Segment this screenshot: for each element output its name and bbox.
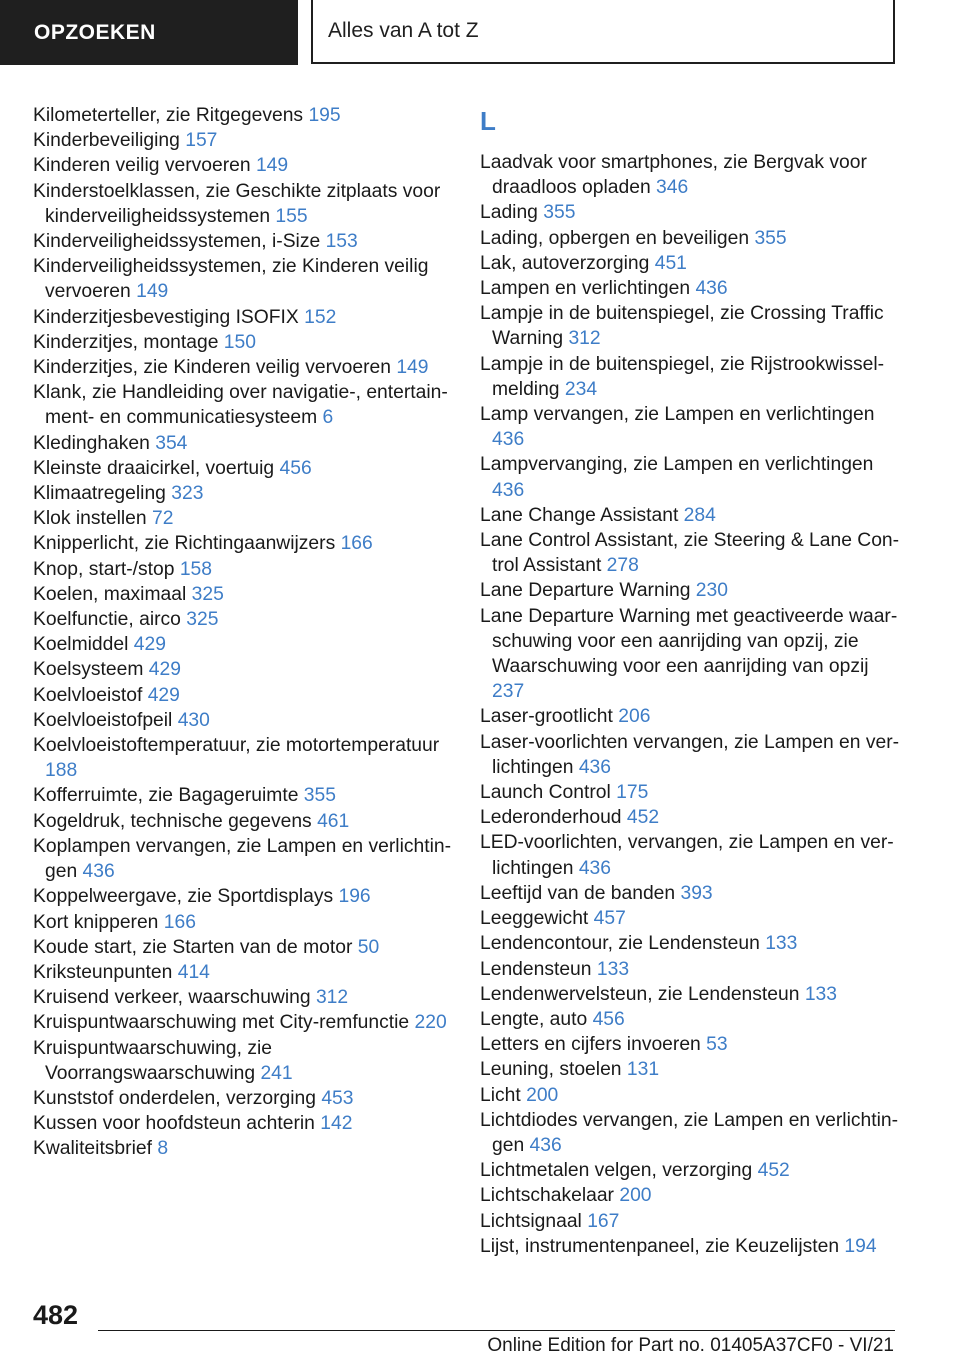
- index-entry-text: Kunststof onderdelen, verzorging: [33, 1087, 316, 1109]
- index-entry: [33, 884, 453, 909]
- page-number: 482: [33, 1300, 79, 1330]
- index-entry: [33, 834, 453, 884]
- index-entry-text: Leeftijd van de banden: [480, 882, 676, 904]
- index-entry: [480, 931, 900, 956]
- index-entry: [33, 632, 453, 657]
- index-entry: [480, 301, 900, 351]
- index-entry-text: Kinderstoelklassen, zie Geschikte zitplaats voor kinderveiligheidssystemen: [33, 180, 441, 227]
- page-reference-link[interactable]: 429: [133, 634, 166, 656]
- index-entry: [33, 910, 453, 935]
- page-reference-link[interactable]: 461: [317, 810, 350, 832]
- index-entries-l: [480, 150, 900, 1259]
- index-entry: [480, 704, 900, 729]
- index-entry-text: Laser-grootlicht: [480, 706, 613, 728]
- index-entry: [33, 254, 453, 304]
- index-entry-text: Kinderzitjesbevestiging ISOFIX: [33, 306, 299, 328]
- index-entry-text: Koelvloeistofpeil: [33, 709, 173, 731]
- page-header: [0, 0, 960, 65]
- index-entry: [480, 251, 900, 276]
- index-entry: [33, 607, 453, 632]
- page-reference-link[interactable]: 142: [320, 1113, 353, 1135]
- index-entry-text: Lane Departure Warning met geactiveerde waarschuwing voor een aanrijding van opzij, zie Waarschuwing voor een aanrijding van opzij: [480, 605, 898, 678]
- page-reference-link[interactable]: 354: [155, 432, 188, 454]
- index-entry: [480, 604, 900, 705]
- index-entry: [480, 1209, 900, 1234]
- page-reference-link[interactable]: 237: [492, 681, 525, 703]
- index-entry-text: Letters en cijfers invoeren: [480, 1034, 701, 1056]
- page-reference-link[interactable]: 200: [526, 1084, 559, 1106]
- page-reference-link[interactable]: 149: [136, 281, 169, 303]
- index-entry: [480, 578, 900, 603]
- page-reference-link[interactable]: 436: [82, 861, 115, 883]
- page-reference-link[interactable]: 451: [654, 252, 687, 274]
- index-entry: [33, 783, 453, 808]
- index-entry-text: Lampje in de buitenspiegel, zie Crossing Traffic Warning: [480, 303, 884, 350]
- page-reference-link[interactable]: 456: [279, 457, 312, 479]
- index-entry-text: Koelsysteem: [33, 659, 144, 681]
- index-entry-text: Kinderen veilig vervoeren: [33, 155, 251, 177]
- index-entry-text: Lane Departure Warning: [480, 580, 691, 602]
- page-reference-link[interactable]: 429: [148, 659, 181, 681]
- index-entry-text: Koelmiddel: [33, 634, 129, 656]
- index-entry: [480, 805, 900, 830]
- footer-rule: [98, 1330, 895, 1331]
- index-entry: [33, 733, 453, 783]
- page-reference-link[interactable]: 196: [338, 886, 371, 908]
- index-entry: [33, 1036, 453, 1086]
- index-entry: [480, 906, 900, 931]
- index-entry: [33, 456, 453, 481]
- page-reference-link[interactable]: 325: [191, 583, 224, 605]
- index-entry: [480, 1234, 900, 1259]
- page-reference-link[interactable]: 188: [45, 760, 78, 782]
- index-entry-text: Lading: [480, 202, 538, 224]
- index-entry-text: Koppelweergave, zie Sportdisplays: [33, 886, 334, 908]
- index-entry: [480, 226, 900, 251]
- index-entry: [480, 1007, 900, 1032]
- index-entry: [480, 957, 900, 982]
- index-entry-text: Lane Change Assistant: [480, 504, 679, 526]
- index-entry-text: Klok instellen: [33, 508, 147, 530]
- index-entry-text: Launch Control: [480, 782, 611, 804]
- index-entry: [33, 380, 453, 430]
- index-entry: [33, 103, 453, 128]
- page-reference-link[interactable]: 457: [593, 908, 626, 930]
- index-entry: [33, 657, 453, 682]
- page-reference-link[interactable]: 312: [568, 328, 601, 350]
- page-reference-link[interactable]: 452: [626, 807, 660, 829]
- index-column-right: [480, 103, 900, 1259]
- page-reference-link[interactable]: 8: [157, 1138, 169, 1160]
- index-entry: [480, 1032, 900, 1057]
- index-entry: [480, 1108, 900, 1158]
- index-entry-text: Kwaliteitsbrief: [33, 1138, 152, 1160]
- footer-edition: Online Edition for Part no. 01405A37CF0 - VI/21: [487, 1335, 894, 1356]
- index-entry-text: Klimaatregeling: [33, 483, 166, 505]
- index-entry: [33, 330, 453, 355]
- page-reference-link[interactable]: 157: [185, 130, 218, 152]
- page-reference-link[interactable]: 430: [177, 709, 210, 731]
- page-reference-link[interactable]: 436: [492, 429, 525, 451]
- index-entry: [33, 531, 453, 556]
- index-entry: [33, 582, 453, 607]
- page-reference-link[interactable]: 166: [163, 911, 196, 933]
- index-entry: [480, 1183, 900, 1208]
- index-entry-text: Kinderzitjes, zie Kinderen veilig vervoeren: [33, 357, 391, 379]
- index-entry: [480, 1057, 900, 1082]
- index-entry-text: Lampen en verlichtingen: [480, 278, 691, 300]
- index-entry-text: Lading, opbergen en beveiligen: [480, 227, 750, 249]
- index-entry-text: Klank, zie Handleiding over navigatie-, entertainment- en communicatiesysteem: [33, 382, 448, 429]
- page-reference-link[interactable]: 355: [754, 227, 787, 249]
- index-entry-text: Lederonderhoud: [480, 807, 622, 829]
- index-entry-text: Kledinghaken: [33, 432, 150, 454]
- index-entry: [33, 431, 453, 456]
- index-entry-text: Koplampen vervangen, zie Lampen en verlichtingen: [33, 835, 452, 883]
- index-entry: [33, 683, 453, 708]
- index-entry-text: Kriksteunpunten: [33, 961, 173, 983]
- index-entry-text: Kilometerteller, zie Ritgegevens: [33, 105, 304, 126]
- index-entry-text: Lendenwervelsteun, zie Lendensteun: [480, 983, 800, 1005]
- index-entry-text: Kruispuntwaarschuwing met City-remfunctie: [33, 1012, 410, 1034]
- index-entry-text: Kinderveiligheidssystemen, i-Size: [33, 231, 321, 253]
- index-entry-text: Lampvervanging, zie Lampen en verlichtingen: [480, 454, 874, 476]
- index-entry-text: Kort knipperen: [33, 911, 159, 933]
- page-reference-link[interactable]: 167: [587, 1210, 620, 1232]
- index-entry-text: Kussen voor hoofdsteun achterin: [33, 1113, 315, 1135]
- page-reference-link[interactable]: 6: [322, 407, 334, 429]
- index-entry-text: Lak, autoverzorging: [480, 252, 650, 274]
- index-entry: [480, 881, 900, 906]
- page-reference-link[interactable]: 436: [529, 1134, 562, 1156]
- index-entry: [480, 780, 900, 805]
- page-reference-link[interactable]: 206: [618, 706, 651, 728]
- index-entry-text: Lengte, auto: [480, 1008, 588, 1030]
- index-entry: [480, 200, 900, 225]
- page-reference-link[interactable]: 436: [578, 756, 611, 778]
- page-reference-link[interactable]: 325: [186, 609, 219, 631]
- index-entry-text: Koelvloeistof: [33, 684, 143, 706]
- page-reference-link[interactable]: 155: [275, 205, 308, 227]
- index-entry: [480, 730, 900, 780]
- index-column-left: [33, 103, 453, 1162]
- index-entry-text: Koelen, maximaal: [33, 583, 187, 605]
- index-entry-text: Koude start, zie Starten van de motor: [33, 936, 353, 958]
- index-entry: [33, 481, 453, 506]
- section-tab: [0, 0, 298, 65]
- page-reference-link[interactable]: 153: [325, 231, 358, 253]
- page-reference-link[interactable]: 195: [308, 105, 341, 126]
- index-entry-text: Koelvloeistoftemperatuur, zie motortemperatuur: [33, 735, 440, 757]
- index-entry: [480, 528, 900, 578]
- page-reference-link[interactable]: 355: [543, 202, 576, 224]
- index-entry: [480, 352, 900, 402]
- index-entry: [33, 1086, 453, 1111]
- page-reference-link[interactable]: 456: [592, 1008, 625, 1030]
- page-reference-link[interactable]: 429: [147, 684, 180, 706]
- index-entry: [480, 503, 900, 528]
- page-reference-link[interactable]: 393: [680, 882, 713, 904]
- index-entry-text: Lichtsignaal: [480, 1210, 582, 1232]
- index-entry: [33, 153, 453, 178]
- index-entry-text: Lamp vervangen, zie Lampen en verlichtingen: [480, 404, 875, 426]
- index-entry: [33, 935, 453, 960]
- index-entry-text: Leeggewicht: [480, 908, 589, 930]
- index-entry-text: Kinderbeveiliging: [33, 130, 180, 152]
- index-entry: [33, 128, 453, 153]
- index-entry: [480, 402, 900, 452]
- index-entry: [33, 1010, 453, 1035]
- index-entry-text: Knipperlicht, zie Richtingaanwijzers: [33, 533, 336, 555]
- index-entry-text: Kinderveiligheidssystemen, zie Kinderen veilig vervoeren: [33, 256, 429, 303]
- index-entry-text: Lendensteun: [480, 958, 592, 980]
- index-entry-text: Knop, start-/stop: [33, 558, 175, 580]
- index-entry-text: Laadvak voor smartphones, zie Bergvak voor draadloos opladen: [480, 152, 867, 199]
- page-reference-link[interactable]: 133: [804, 983, 837, 1005]
- page-reference-link[interactable]: 284: [683, 504, 716, 526]
- index-entry: [33, 960, 453, 985]
- page-reference-link[interactable]: 414: [177, 961, 210, 983]
- index-entry: [480, 150, 900, 200]
- page-reference-link[interactable]: 150: [223, 331, 256, 353]
- index-entry: [33, 506, 453, 531]
- index-entry-text: LED-voorlichten, vervangen, zie Lampen en verlichtingen: [480, 832, 894, 879]
- index-entry-text: Lijst, instrumentenpaneel, zie Keuzelijsten: [480, 1235, 840, 1257]
- index-entry: [33, 1136, 453, 1161]
- index-entry: [480, 276, 900, 301]
- page-reference-link[interactable]: 194: [844, 1235, 877, 1257]
- page-reference-link[interactable]: 323: [171, 483, 204, 505]
- index-entry-text: Lendencontour, zie Lendensteun: [480, 933, 760, 955]
- index-entry: [480, 982, 900, 1007]
- page-reference-link[interactable]: 149: [396, 357, 429, 379]
- index-entry: [480, 1083, 900, 1108]
- page-reference-link[interactable]: 436: [578, 857, 611, 879]
- page-reference-link[interactable]: 72: [151, 508, 174, 530]
- chapter-title: Alles van A tot Z: [328, 19, 479, 42]
- index-entry-text: Lampje in de buitenspiegel, zie Rijstrookwisselmelding: [480, 353, 885, 400]
- index-entry: [480, 830, 900, 880]
- index-entry-text: Kinderzitjes, montage: [33, 331, 219, 353]
- letter-heading: L: [480, 106, 496, 136]
- page-reference-link[interactable]: 133: [596, 958, 630, 980]
- index-entry-text: Kleinste draaicirkel, voertuig: [33, 457, 275, 479]
- page-reference-link[interactable]: 53: [706, 1034, 728, 1056]
- index-entry: [33, 355, 453, 380]
- index-entry-text: Kogeldruk, technische gegevens: [33, 810, 312, 832]
- page-reference-link[interactable]: 220: [414, 1012, 447, 1034]
- page-reference-link[interactable]: 133: [765, 933, 798, 955]
- page-reference-link[interactable]: 312: [315, 987, 349, 1009]
- page-reference-link[interactable]: 131: [626, 1059, 660, 1081]
- page-reference-link[interactable]: 158: [179, 558, 212, 580]
- page-reference-link[interactable]: 152: [304, 306, 337, 328]
- page-reference-link[interactable]: 234: [564, 378, 598, 400]
- index-entry-text: Licht: [480, 1084, 521, 1106]
- page-reference-link[interactable]: 200: [619, 1185, 652, 1207]
- index-entry-text: Laser-voorlichten vervangen, zie Lampen en verlichtingen: [480, 731, 900, 778]
- page-reference-link[interactable]: 452: [757, 1160, 790, 1182]
- index-entry: [33, 179, 453, 229]
- index-entry: [33, 557, 453, 582]
- page-reference-link[interactable]: 453: [321, 1087, 354, 1109]
- page-reference-link[interactable]: 166: [340, 533, 373, 555]
- page-reference-link[interactable]: 278: [606, 555, 639, 577]
- index-entry-text: Leuning, stoelen: [480, 1059, 622, 1081]
- index-entry: [33, 1111, 453, 1136]
- page-reference-link[interactable]: 230: [695, 580, 728, 602]
- page-reference-link[interactable]: 50: [357, 936, 380, 958]
- section-tab-label: OPZOEKEN: [34, 20, 156, 44]
- chapter-title-frame: [311, 0, 895, 64]
- index-entry-text: Kofferruimte, zie Bagageruimte: [33, 785, 299, 807]
- index-entry-text: Lichtschakelaar: [480, 1185, 614, 1207]
- index-entry-text: Kruispuntwaarschuwing, zie Voorrangswaarschuwing: [33, 1037, 272, 1084]
- page-reference-link[interactable]: 436: [695, 278, 728, 300]
- index-entry-text: Koelfunctie, airco: [33, 609, 181, 631]
- index-entry: [33, 708, 453, 733]
- page-reference-link[interactable]: 149: [255, 155, 289, 177]
- index-entry-text: Lane Control Assistant, zie Steering & Lane Control Assistant: [480, 530, 900, 577]
- page-reference-link[interactable]: 436: [492, 479, 525, 501]
- index-entry: [33, 305, 453, 330]
- index-entry: [480, 452, 900, 502]
- index-entry: [33, 809, 453, 834]
- page-reference-link[interactable]: 241: [260, 1062, 293, 1084]
- index-entry-text: Lichtdiodes vervangen, zie Lampen en verlichtingen: [480, 1109, 899, 1156]
- index-entry: [33, 985, 453, 1010]
- index-entry: [480, 1158, 900, 1183]
- index-entry-text: Kruisend verkeer, waarschuwing: [33, 987, 311, 1009]
- page-reference-link[interactable]: 175: [616, 782, 649, 804]
- index-entry-text: Lichtmetalen velgen, verzorging: [480, 1160, 753, 1182]
- page-reference-link[interactable]: 346: [656, 177, 689, 199]
- page-reference-link[interactable]: 355: [303, 785, 336, 807]
- index-entry: [33, 229, 453, 254]
